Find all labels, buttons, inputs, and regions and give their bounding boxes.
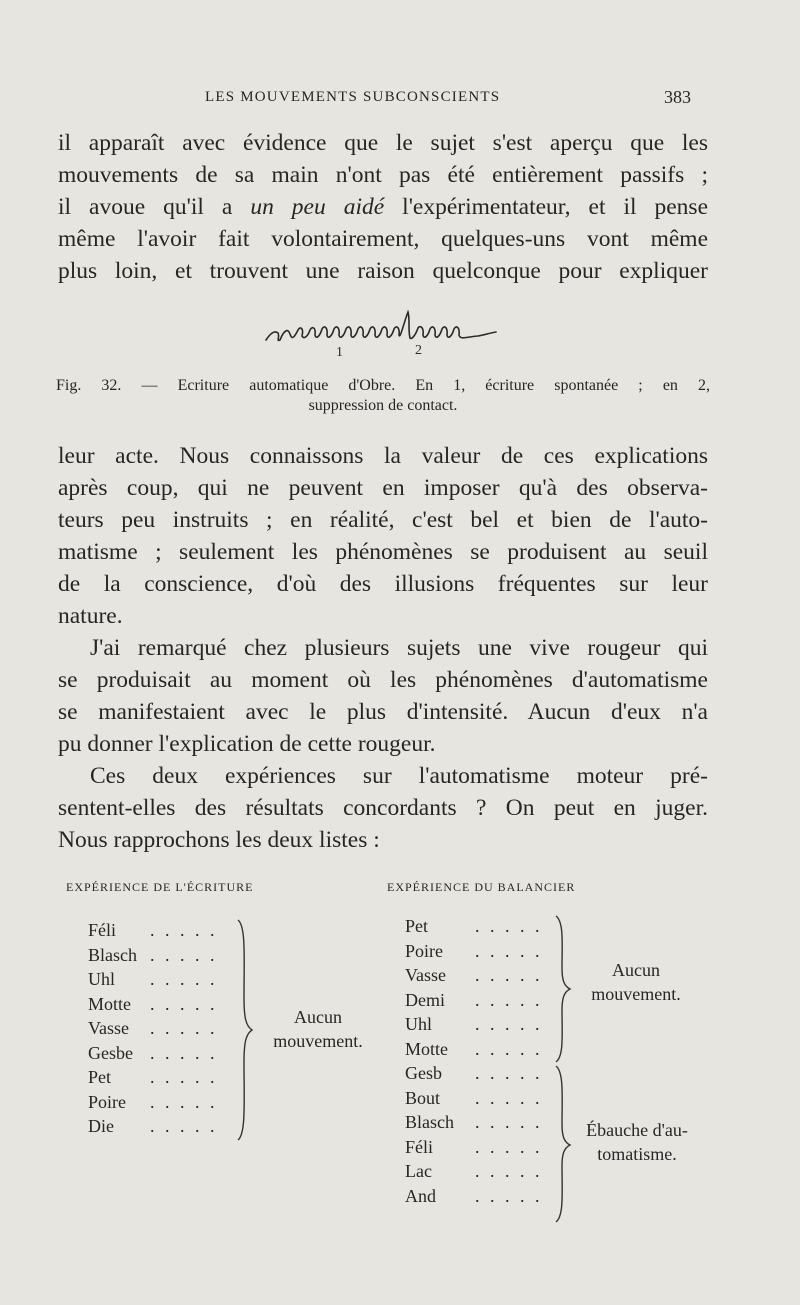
text-line: pu donner l'explication de cette rougeur. [58,731,436,757]
text-segment: l'expérimentateur, et il pense [384,194,709,220]
figure-marker-2: 2 [415,343,422,358]
dot-leader: . . . . . [150,969,218,989]
subject-name: Poire [405,940,443,961]
list-item [88,1090,238,1115]
subject-name: Die [88,1116,114,1136]
subject-name: Gesbe [88,1042,133,1063]
brace-stroke [556,916,570,1062]
group-label-line: mouvement. [273,1031,363,1051]
subject-name: And [405,1185,436,1206]
text-line: leur acte. Nous connaissons la valeur de ces explications [58,443,708,469]
text-line: J'ai remarqué chez plusieurs sujets une vive rougeur qui [90,635,708,661]
dot-leader: . . . . . [475,1112,543,1132]
right-group-2-label [570,1118,704,1166]
subject-name: Uhl [405,1014,432,1034]
list-item [88,943,238,968]
dot-leader: . . . . . [150,920,218,940]
list-item [405,1012,555,1037]
dot-leader: . . . . . [475,965,543,985]
list-item [405,988,555,1013]
right-brace-upper [550,914,574,1064]
subject-name: Blasch [405,1112,454,1132]
automatic-writing-figure [260,300,500,360]
text-line: plus loin, et trouvent une raison quelconque pour expliquer [58,258,708,284]
right-group-1-label [574,958,698,1006]
dot-leader: . . . . . [150,1091,218,1112]
dot-leader: . . . . . [475,1136,543,1157]
subject-name: Uhl [88,969,115,989]
handwriting-scribble [266,312,496,340]
subject-name: Pet [88,1067,112,1087]
subject-name: Motte [405,1038,448,1059]
text-line: sentent-elles des résultats concordants ? On peut en juger. [58,795,708,821]
figure-marker-1: 1 [336,345,343,360]
text-line [58,191,708,223]
dot-leader: . . . . . [150,1067,218,1087]
text-line: Nous rapprochons les deux listes : [58,827,380,853]
dot-leader: . . . . . [475,940,543,961]
dot-leader: . . . . . [475,1087,543,1108]
list-item [88,1114,238,1139]
dot-leader: . . . . . [475,1038,543,1059]
list-item [405,914,555,939]
dot-leader: . . . . . [150,944,218,965]
left-brace [232,918,256,1142]
page-number: 383 [664,87,691,107]
text-line: se manifestaient avec le plus d'intensité. Aucun d'eux n'a [58,699,708,725]
dot-leader: . . . . . [475,989,543,1010]
caption-line: Fig. 32. — Ecriture automatique d'Obre. En 1, écriture spontanée ; en 2, [56,377,710,394]
list-item [405,1037,555,1062]
subject-name: Motte [88,993,131,1014]
list-item [405,1110,555,1135]
dot-leader: . . . . . [475,1185,543,1206]
text-line: matisme ; seulement les phénomènes se produisent au seuil [58,539,708,565]
list-item [405,939,555,964]
list-item [88,1041,238,1066]
group-label-line: Aucun [294,1007,342,1027]
right-list-heading: EXPÉRIENCE DU BALANCIER [387,880,576,894]
paragraph-1 [58,127,708,287]
subject-name: Féli [405,1136,434,1157]
subject-name: Poire [88,1091,126,1112]
text-line: teurs peu instruits ; en réalité, c'est bel et bien de l'auto- [58,507,708,533]
text-line: il apparaît avec évidence que le sujet s'est aperçu que les [58,130,708,156]
left-list-heading: EXPÉRIENCE DE L'ÉCRITURE [66,880,254,894]
emphasis-text: un peu aidé [250,194,385,220]
text-line: nature. [58,603,123,629]
page-header [0,87,800,111]
list-item [405,1184,555,1209]
list-item [405,1135,555,1160]
dot-leader: . . . . . [150,1018,218,1038]
list-item [88,1065,238,1090]
running-title: LES MOUVEMENTS SUBCONSCIENTS [205,89,501,105]
dot-leader: . . . . . [475,1063,543,1083]
subject-name: Blasch [88,944,137,965]
dot-leader: . . . . . [150,993,218,1014]
text-line: après coup, qui ne peuvent en imposer qu'à des observa- [58,475,708,501]
text-line: Ces deux expériences sur l'automatisme moteur pré- [90,763,708,789]
text-segment: il avoue qu'il a [58,194,251,220]
subject-name: Pet [405,916,429,936]
figure-caption [56,376,710,416]
subject-name: Lac [405,1161,432,1181]
caption-line: suppression de contact. [308,397,458,414]
brace-stroke [238,920,252,1140]
group-label-line: tomatisme. [597,1144,677,1164]
list-item [405,1159,555,1184]
list-item [405,1086,555,1111]
dot-leader: . . . . . [150,1116,218,1136]
text-line: de la conscience, d'où des illusions fréquentes sur leur [58,571,708,597]
text-line: mouvements de sa main n'ont pas été entièrement passifs ; [58,162,708,188]
left-group-label [258,1005,378,1053]
subject-name: Demi [405,989,445,1010]
list-item [88,992,238,1017]
subject-name: Vasse [405,965,446,985]
brace-stroke [556,1066,570,1222]
right-subject-list [405,914,555,1208]
dot-leader: . . . . . [475,916,543,936]
paragraph-2 [58,440,708,856]
subject-name: Gesb [405,1063,442,1083]
dot-leader: . . . . . [475,1161,543,1181]
group-label-line: Ébauche d'au- [586,1120,688,1140]
left-subject-list [88,918,238,1139]
list-item [88,967,238,992]
subject-name: Bout [405,1087,441,1108]
dot-leader: . . . . . [150,1042,218,1063]
subject-name: Vasse [88,1018,129,1038]
group-label-line: mouvement. [591,984,681,1004]
list-item [88,918,238,943]
list-item [88,1016,238,1041]
list-item [405,963,555,988]
text-line: se produisait au moment où les phénomènes d'automatisme [58,667,708,693]
dot-leader: . . . . . [475,1014,543,1034]
text-line: même l'avoir fait volontairement, quelques-uns vont même [58,226,708,252]
subject-name: Féli [88,920,117,940]
group-label-line: Aucun [612,960,660,980]
list-item [405,1061,555,1086]
